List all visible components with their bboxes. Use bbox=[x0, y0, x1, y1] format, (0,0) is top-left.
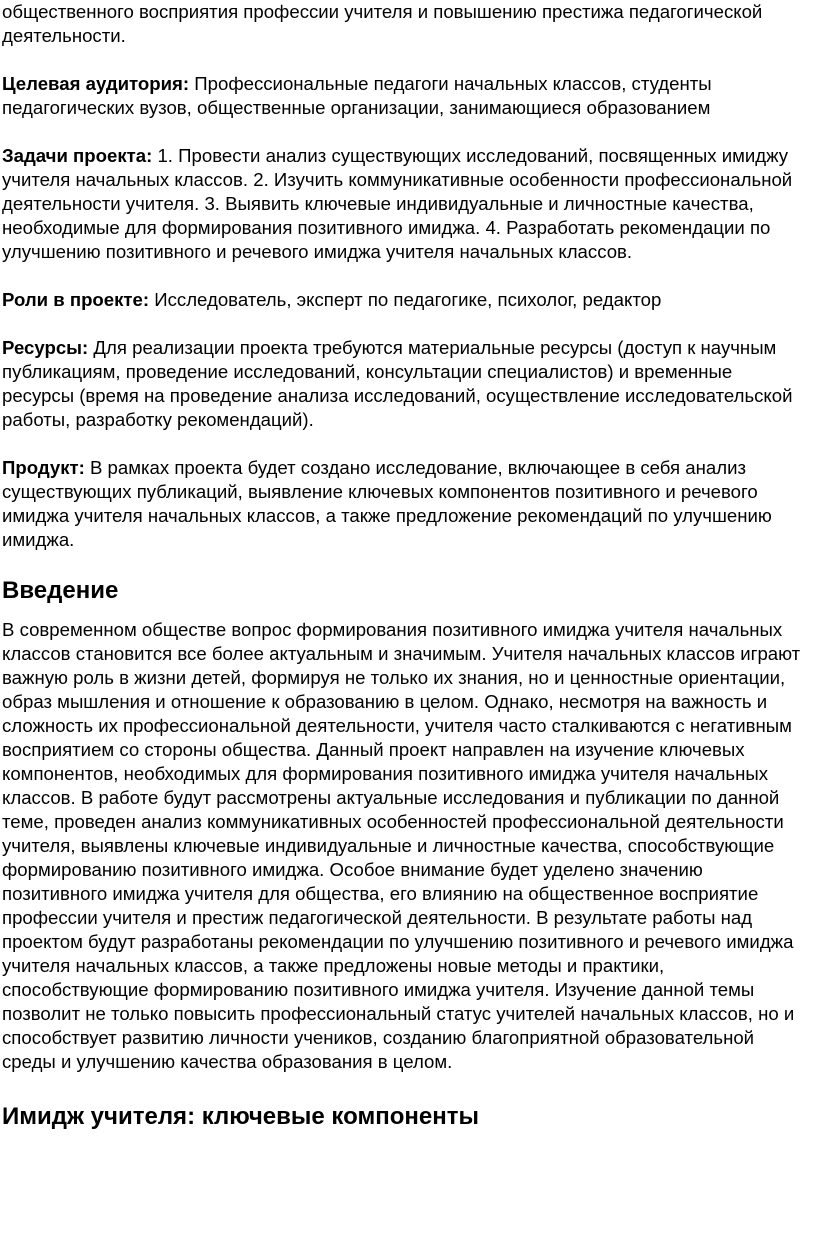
resources-label: Ресурсы: bbox=[2, 337, 89, 358]
section-heading-image-components: Имидж учителя: ключевые компоненты bbox=[2, 1103, 479, 1130]
project-tasks-field bbox=[2, 144, 806, 264]
resources-field bbox=[2, 336, 806, 432]
project-tasks-label: Задачи проекта: bbox=[2, 145, 153, 166]
target-audience-text: Профессиональные педагоги начальных классов, студенты педагогических вузов, общественные организации, занимающиеся образованием bbox=[2, 73, 712, 118]
project-tasks-text: 1. Провести анализ существующих исследований, посвященных имиджу учителя начальных классов. 2. Изучить коммуникативные особенности профессиональной деятельности учителя. 3. Выявить ключевые индивидуальные и личностные качества, необходимые для формирования позитивного имиджа. 4. Разработать рекомендации по улучшению позитивного и речевого имиджа учителя начальных классов. bbox=[2, 145, 793, 262]
project-roles-text: Исследователь, эксперт по педагогике, психолог, редактор bbox=[154, 289, 662, 310]
continuation-paragraph: общественного восприятия профессии учителя и повышению престижа педагогической деятельности. bbox=[2, 1, 763, 46]
product-text: В рамках проекта будет создано исследование, включающее в себя анализ существующих публикаций, выявление ключевых компонентов позитивного и речевого имиджа учителя начальных классов, а также предложение рекомендаций по улучшению имиджа. bbox=[2, 457, 772, 550]
intro-paragraph: В современном обществе вопрос формирования позитивного имиджа учителя начальных классов становится все более актуальным и значимым. Учителя начальных классов играют важную роль в жизни детей, формируя не только их знания, но и ценностные ориентации, образ мышления и отношение к образованию в целом. Однако, несмотря на важность и сложность их профессиональной деятельности, учителя часто сталкиваются с негативным восприятием со стороны общества. Данный проект направлен на изучение ключевых компонентов, необходимых для формирования позитивного имиджа учителя начальных классов. В работе будут рассмотрены актуальные исследования и публикации по данной теме, проведен анализ коммуникативных особенностей профессиональной деятельности учителя, выявлены ключевые индивидуальные и личностные качества, способствующие формированию позитивного имиджа. Особое внимание будет уделено значению позитивного имиджа учителя для общества, его влиянию на общественное восприятие профессии учителя и престиж педагогической деятельности. В результате работы над проектом будут разработаны рекомендации по улучшению позитивного и речевого имиджа учителя начальных классов, а также предложены новые методы и практики, способствующие формированию позитивного имиджа учителя. Изучение данной темы позволит не только повысить профессиональный статус учителей начальных классов, но и способствует развитию личности учеников, созданию благоприятной образовательной среды и улучшению качества образования в целом. bbox=[2, 619, 801, 1072]
project-roles-field bbox=[2, 288, 806, 312]
target-audience-label: Целевая аудитория: bbox=[2, 73, 190, 94]
project-roles-label: Роли в проекте: bbox=[2, 289, 150, 310]
product-field bbox=[2, 456, 806, 552]
product-label: Продукт: bbox=[2, 457, 85, 478]
target-audience-field bbox=[2, 72, 806, 120]
resources-text: Для реализации проекта требуются материальные ресурсы (доступ к научным публикациям, проведение исследований, консультации специалистов) и временные ресурсы (время на проведение анализа исследований, осуществление исследовательской работы, разработку рекомендаций). bbox=[2, 337, 793, 430]
intro-heading: Введение bbox=[2, 577, 119, 604]
